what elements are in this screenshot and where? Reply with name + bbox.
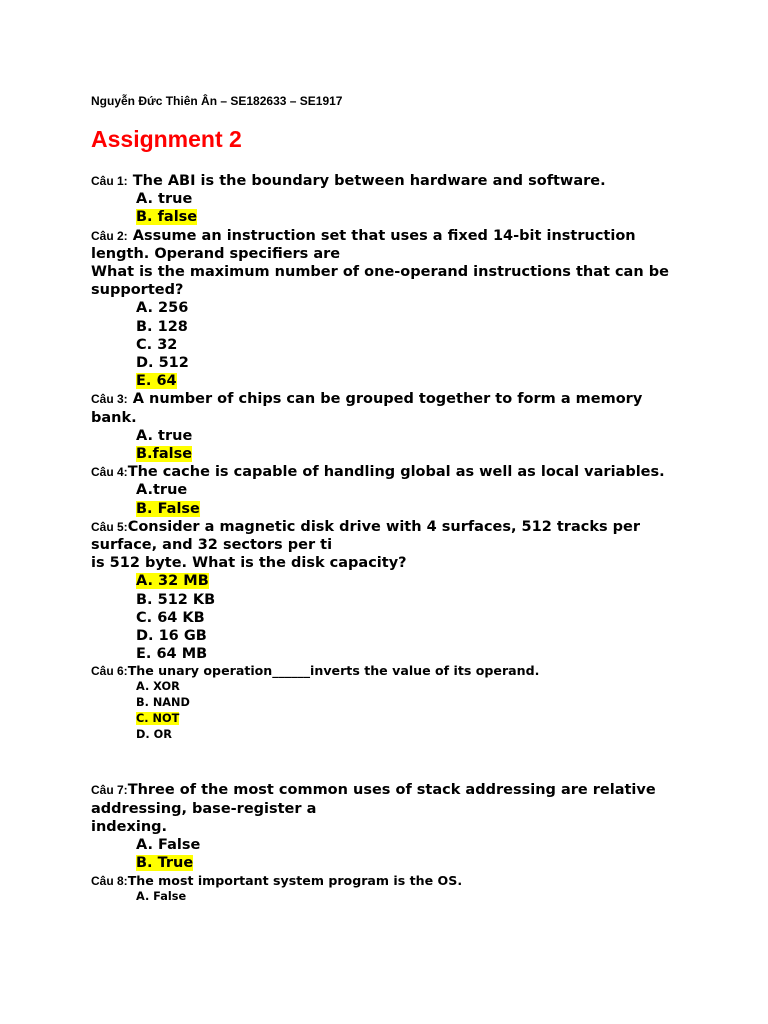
answer-highlight: E. 64: [136, 373, 177, 390]
answer-highlight: B. True: [136, 855, 194, 872]
question-body: Consider a magnetic disk drive with 4 surfaces, 512 tracks per surface, and 32 sectors per ti: [91, 518, 641, 554]
question-body: The most important system program is the OS.: [127, 872, 463, 888]
question-label: Câu 2:: [91, 228, 128, 243]
question-body: The ABI is the boundary between hardware and software.: [127, 173, 606, 189]
question-6: [91, 663, 691, 743]
option-label: D. OR: [136, 728, 172, 742]
question-label: Câu 4:: [91, 465, 128, 480]
answer-highlight: B. False: [136, 500, 200, 517]
question-label: Câu 1:: [91, 174, 128, 188]
question-text: [91, 781, 691, 836]
option-a: [136, 299, 691, 317]
option-b: [136, 695, 691, 711]
option-label: B. 128: [136, 318, 188, 335]
option-b: [136, 854, 691, 872]
question-label: Câu 6:: [91, 664, 128, 679]
answer-highlight: A. 32 MB: [136, 573, 209, 590]
question-4: [91, 463, 691, 518]
question-text: [91, 172, 691, 190]
option-label: B. 512 KB: [136, 591, 216, 608]
question-body-cont: indexing.: [91, 818, 168, 835]
option-c: [136, 711, 691, 727]
question-body: The cache is capable of handling global as well as local variables.: [127, 464, 665, 481]
option-b: [136, 500, 691, 518]
option-b: [136, 208, 691, 226]
option-a: [136, 572, 691, 590]
question-label: Câu 7:: [91, 783, 128, 798]
question-text: [91, 663, 691, 679]
option-b: [136, 445, 691, 463]
option-a: [136, 836, 691, 854]
option-d: [136, 627, 691, 645]
option-a: [136, 190, 691, 208]
option-d: [136, 354, 691, 372]
question-list: [91, 172, 691, 905]
option-label: C. 32: [136, 336, 178, 353]
option-b: [136, 591, 691, 609]
option-label: A. False: [136, 837, 201, 854]
question-2: [91, 227, 691, 391]
option-label: A. False: [136, 889, 187, 903]
answer-highlight: C. NOT: [136, 712, 180, 726]
option-a: [136, 889, 691, 905]
option-a: [136, 679, 691, 695]
option-b: [136, 318, 691, 336]
question-label: Câu 3:: [91, 392, 128, 407]
question-text: [91, 227, 691, 300]
option-label: A. true: [136, 427, 193, 444]
question-text: [91, 463, 691, 481]
option-label: D. 512: [136, 355, 189, 372]
answer-highlight: B. false: [136, 209, 198, 226]
author-line: Nguyễn Đức Thiên Ân – SE182633 – SE1917: [91, 94, 343, 108]
question-7: [91, 781, 691, 872]
question-body: Three of the most common uses of stack addressing are relative addressing, base-register a: [91, 782, 656, 817]
question-1: [91, 172, 691, 227]
option-label: D. 16 GB: [136, 628, 207, 645]
option-label: C. 64 KB: [136, 609, 205, 626]
option-label: B. NAND: [136, 696, 190, 710]
question-8: [91, 873, 691, 905]
option-c: [136, 336, 691, 354]
answer-highlight: B.false: [136, 446, 193, 463]
question-5: [91, 518, 691, 664]
question-text: [91, 518, 691, 573]
question-label: Câu 5:: [91, 519, 128, 534]
question-body: A number of chips can be grouped together to form a memory bank.: [91, 391, 643, 426]
question-label: Câu 8:: [91, 873, 128, 888]
option-e: [136, 372, 691, 390]
blank-space: [91, 743, 691, 781]
question-3: [91, 390, 691, 463]
option-d: [136, 727, 691, 743]
question-text: [91, 390, 691, 426]
question-body-cont: What is the maximum number of one-operand instructions that can be supported?: [91, 264, 669, 299]
question-body: Assume an instruction set that uses a fixed 14-bit instruction length. Operand specifiers are: [91, 227, 636, 262]
option-a: [136, 481, 691, 499]
option-c: [136, 609, 691, 627]
page-title: Assignment 2: [91, 126, 242, 152]
question-text: [91, 873, 691, 889]
option-label: A. XOR: [136, 680, 180, 694]
question-body-cont: is 512 byte. What is the disk capacity?: [91, 555, 407, 572]
option-a: [136, 427, 691, 445]
option-e: [136, 645, 691, 663]
option-label: A. 256: [136, 300, 189, 317]
option-label: A.true: [136, 482, 188, 499]
question-body: The unary operation______inverts the value of its operand.: [127, 663, 540, 679]
option-label: A. true: [136, 191, 193, 208]
option-label: E. 64 MB: [136, 646, 208, 663]
